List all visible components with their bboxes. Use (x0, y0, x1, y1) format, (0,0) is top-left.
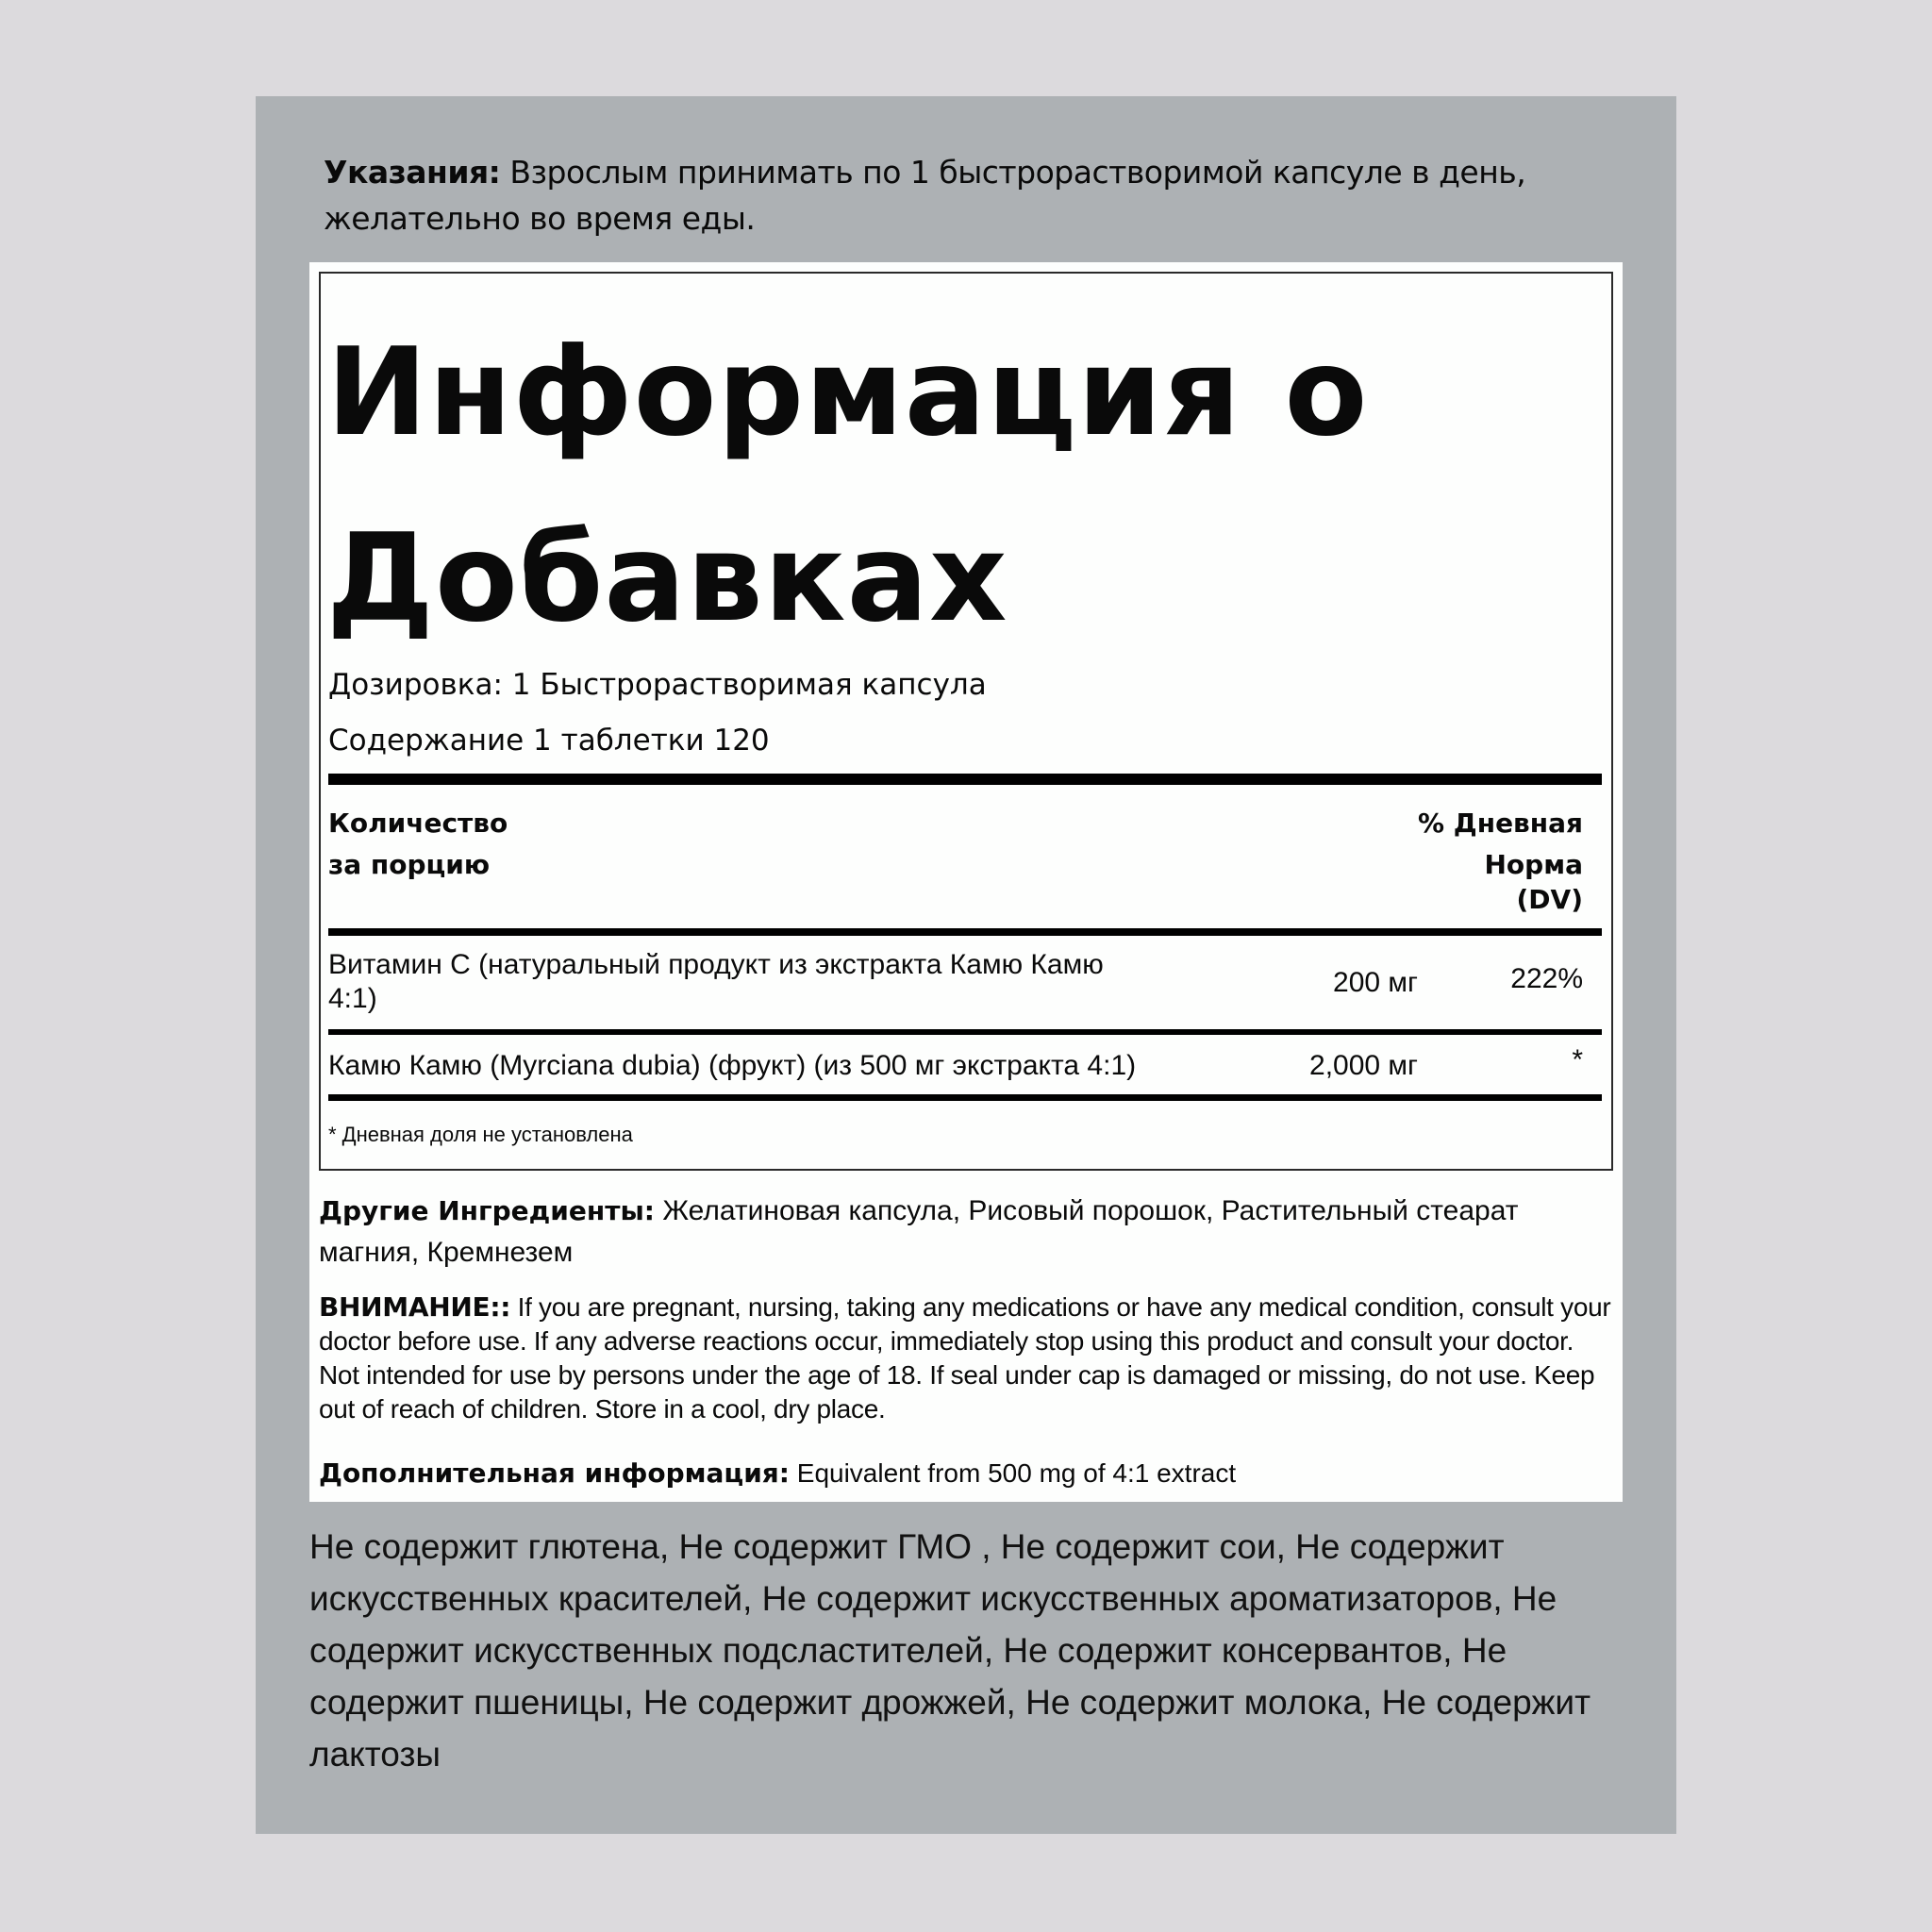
free-from-claims: Не содержит глютена, Не содержит ГМО , Не содержит сои, Не содержит искусственных красителей, Не содержит искусственных ароматизаторов, Не содержит искусственных подсластителей, Не содержит консервантов, Не содержит пшеницы, Не содержит дрожжей, Не содержит молока, Не содержит лактозы (309, 1527, 1591, 1774)
nutrient-dv: * (1572, 1044, 1583, 1075)
thick-divider (328, 774, 1602, 785)
bottom-divider (328, 1094, 1602, 1101)
servings-per-container: Содержание 1 таблетки 120 (328, 724, 770, 758)
warning-label: ВНИМАНИЕ:: (319, 1291, 511, 1323)
directions-text: Взрослым принимать по 1 быстрорастворимой капсуле в день, желательно во время еды. (324, 154, 1526, 237)
dv-header-line1: % Дневная (1417, 808, 1583, 839)
directions (324, 149, 1578, 242)
nutrient-name: Камю Камю (Myrciana dubia) (фрукт) (из 500 мг экстракта 4:1) (328, 1050, 1137, 1081)
warning (319, 1291, 1613, 1426)
directions-label: Указания: (324, 154, 501, 191)
daily-value-header (1302, 803, 1583, 914)
facts-title-line1: Информация о (326, 323, 1369, 463)
dv-header-line3: (DV) (1516, 884, 1583, 915)
facts-title (326, 300, 1368, 672)
nutrient-amount: 200 мг (1333, 967, 1418, 998)
nutrient-name: Витамин C (натуральный продукт из экстракта Камю Камю (328, 949, 1104, 980)
other-ingredients-text: Желатиновая капсула, Рисовый порошок, Растительный стеарат магния, Кремнезем (319, 1195, 1519, 1268)
row-divider (328, 1029, 1602, 1035)
nutrient-name-cont: 4:1) (328, 983, 377, 1014)
amount-header-line2: за порцию (328, 849, 491, 880)
nutrient-dv: 222% (1510, 963, 1583, 994)
serving-size: Дозировка: 1 Быстрорастворимая капсула (328, 668, 987, 702)
warning-text: If you are pregnant, nursing, taking any medications or have any medical condition, consult your doctor before use. If any adverse reactions occur, immediately stop using this product and consult your doctor. Not intended for use by persons under the age of 18. If seal under cap is damaged or missing, do not use. Keep out of reach of children. Store in a cool, dry place. (319, 1292, 1611, 1424)
amount-per-serving-header (328, 803, 508, 886)
amount-header-line1: Количество (328, 808, 508, 839)
other-ingredients-label: Другие Ингредиенты: (319, 1195, 655, 1226)
footnote: * Дневная доля не установлена (328, 1123, 633, 1146)
additional-info-label: Дополнительная информация: (319, 1457, 790, 1489)
dv-header-line2: Норма (1484, 849, 1583, 880)
facts-title-line2: Добавках (326, 508, 1008, 649)
nutrient-amount: 2,000 мг (1309, 1050, 1418, 1081)
additional-info-text: Equivalent from 500 mg of 4:1 extract (789, 1458, 1237, 1488)
nutrient-row-vitamin-c (328, 948, 1177, 1016)
header-divider (328, 928, 1602, 936)
additional-info (319, 1457, 1236, 1489)
other-ingredients (319, 1191, 1583, 1274)
nutrient-row-camu-camu (328, 1049, 1234, 1083)
